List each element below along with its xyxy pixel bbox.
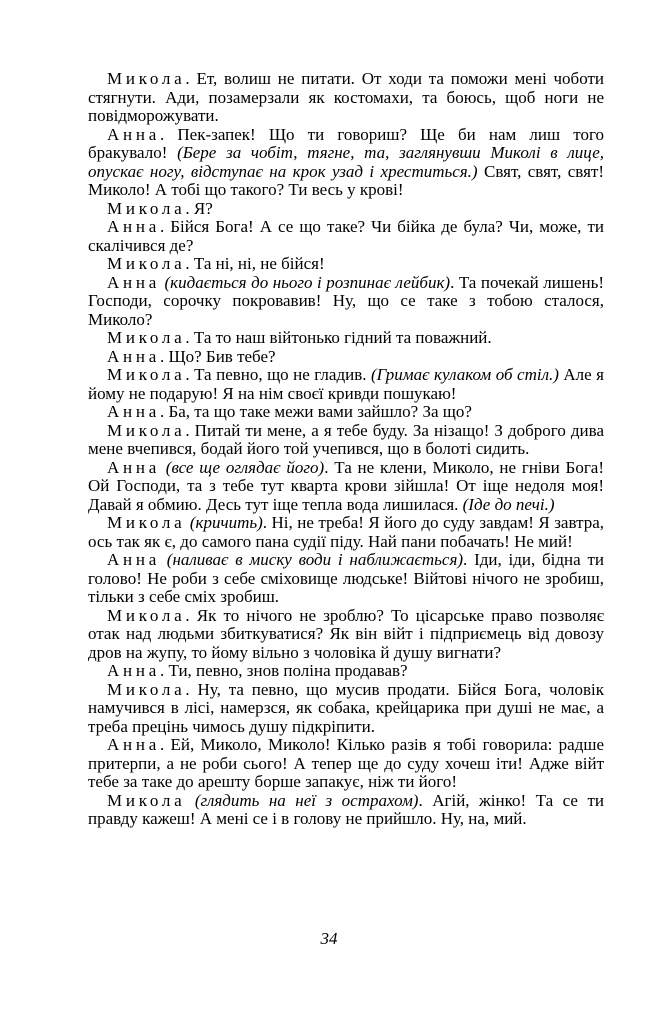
speaker-name: Анна: [107, 402, 160, 421]
dialogue-text: . Як то нічого не зроблю? То цісарське право позволяє отак над людьми збиткуватися? Як він війт і підприємець від довозу дров на жупу, то йому вільно з чоловіка й душу вигнати?: [88, 605, 604, 662]
paragraph: [88, 329, 604, 348]
speaker-name: Анна: [107, 661, 160, 680]
speaker-name: Анна: [107, 735, 160, 754]
dialogue-text: . Ей, Миколо, Миколо! Кілько разів я тобі говорила: радше притерпи, а не роби сього! А тепер ще до суду хочеш іти! Адже війт тебе за таке до арешту борше запакує, ніж ти його!: [88, 735, 604, 791]
speaker-name: Микола: [107, 69, 186, 88]
dialogue-text: . Та то наш війтонько гідний та поважний.: [185, 328, 492, 347]
speaker-name: Анна: [107, 346, 160, 366]
dialogue-text: . Ти, певно, знов поліна продавав?: [159, 661, 408, 680]
speaker-name: Микола: [107, 198, 186, 218]
stage-direction: (глядить на неї з острахом): [194, 790, 419, 810]
speaker-name: Микола: [107, 513, 186, 532]
stage-direction: (Іде до печі.): [462, 494, 555, 514]
paragraph: [88, 551, 604, 607]
paragraph: [88, 662, 604, 681]
dialogue-text: . Бійся Бога! А се що таке? Чи бійка де була? Чи, може, ти скалічився де?: [88, 217, 604, 255]
page-text: [88, 70, 604, 829]
dialogue-text: . Питай ти мене, а я тебе буду. За нізащо! З доброго дива мене вчепився, бодай його той учепився, що в болоті сидить.: [88, 420, 604, 458]
paragraph: [88, 274, 604, 330]
dialogue-text: . Я?: [185, 198, 213, 218]
stage-direction: (Гримає кулаком об стіл.): [370, 365, 559, 384]
paragraph: [88, 736, 604, 792]
paragraph: [88, 126, 604, 200]
speaker-name: Микола: [107, 365, 186, 384]
stage-direction: (кидається до нього і розпинає лейбик): [164, 272, 451, 292]
speaker-name: Микола: [107, 254, 186, 273]
paragraph: [88, 403, 604, 422]
paragraph: [88, 366, 604, 403]
speaker-name: Микола: [107, 679, 186, 699]
paragraph: [88, 681, 604, 737]
speaker-name: Анна: [107, 124, 160, 144]
speaker-name: Анна: [107, 272, 160, 292]
dialogue-text: [185, 791, 195, 810]
stage-direction: (все ще оглядає його): [165, 457, 325, 477]
speaker-name: Микола: [107, 328, 186, 347]
speaker-name: Микола: [107, 605, 186, 625]
dialogue-text: [160, 550, 167, 569]
speaker-name: Микола: [107, 420, 186, 440]
paragraph: [88, 422, 604, 459]
dialogue-text: . Ну, та певно, що мусив продати. Бійся Бога, чоловік намучився в лісі, намерзся, як собака, крейцарика при душі не має, а треба прецінь чимось душу підкріпити.: [88, 679, 604, 736]
speaker-name: Анна: [107, 550, 160, 569]
dialogue-text: . Ба, та що таке межи вами зайшло? За що?: [159, 402, 472, 421]
paragraph: [88, 348, 604, 367]
paragraph: [88, 792, 604, 829]
paragraph: [88, 200, 604, 219]
paragraph: [88, 255, 604, 274]
stage-direction: (наливає в миску води і наближається): [166, 550, 464, 569]
page-number: 34: [320, 929, 338, 948]
paragraph: [88, 459, 604, 515]
dialogue-text: . Пек-запек! Що ти говориш? Ще би нам лиш того бракувало!: [88, 124, 604, 162]
dialogue-text: . Та почекай лишень! Господи, сорочку покровавив! Ну, що се таке з тобою сталося, Миколо?: [88, 272, 604, 329]
stage-direction: (кричить): [189, 513, 263, 532]
paragraph: [88, 607, 604, 663]
speaker-name: Микола: [107, 790, 186, 810]
dialogue-text: . Ет, волиш не питати. От ходи та поможи мені чоботи стягнути. Ади, позамерзали як костомахи, та боюсь, щоб ноги не повідморожувати.: [88, 69, 604, 125]
dialogue-text: . Та не клени, Миколо, не гніви Бога! Ой Господи, та з тебе тут кварта крови зійшла! От іще недоля моя! Давай я обмию. Десь тут іще тепла вода лишилася.: [88, 457, 604, 514]
paragraph: [88, 514, 604, 551]
dialogue-text: . Та ні, ні, не бійся!: [185, 254, 325, 273]
dialogue-text: . Агій, жінко! Та се ти правду кажеш! А мені се і в голову не прийшло. Ну, на, мий.: [88, 790, 605, 828]
dialogue-text: Але я йому не подарую! Я на нім своєї кривди пошукаю!: [88, 365, 605, 403]
paragraph: [88, 218, 604, 255]
dialogue-text: . Та певно, що не гладив.: [185, 365, 371, 384]
speaker-name: Анна: [107, 457, 160, 477]
speaker-name: Анна: [107, 217, 160, 236]
dialogue-text: . Ні, не треба! Я його до суду завдам! Я завтра, ось так як є, до самого пана судії піду. Най пани побачать! Не мий!: [88, 513, 604, 551]
dialogue-text: Свят, свят, свят! Миколо! А тобі що такого? Ти весь у крові!: [88, 161, 604, 199]
dialogue-text: . Іди, іди, бідна ти голово! Не роби з себе сміховище людське! Війтові нічого не зробиш, тільки з себе сміх зробиш.: [88, 550, 605, 606]
dialogue-text: . Що? Бив тебе?: [159, 346, 276, 366]
stage-direction: (Бере за чобіт, тягне, та, заглянувши Миколі в лице, опускає ногу, відступає на крок узад і хреститься.): [88, 143, 604, 181]
paragraph: [88, 70, 604, 126]
